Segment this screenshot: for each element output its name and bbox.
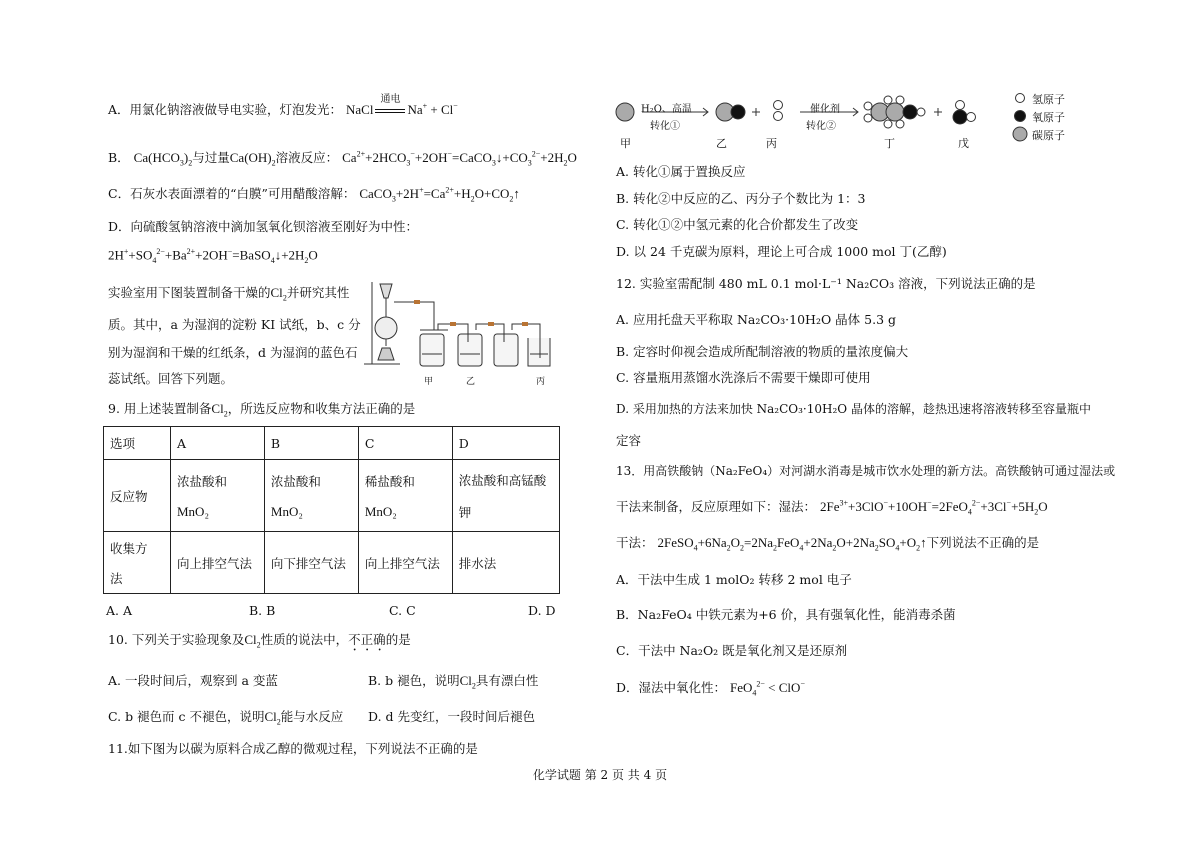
apparatus-label-bing: 丙 [536, 377, 546, 387]
intro-line-2: 质。其中，a 为湿润的淀粉 KI 试纸，b、c 分 [108, 317, 361, 332]
cell-line: 稀盐酸和 [364, 473, 415, 489]
q13-option-a: A．干法中生成 1 molO₂ 转移 2 mol 电子 [616, 572, 852, 587]
cell-line: MnO₂ [364, 503, 397, 519]
table-cell: 反应物 [104, 460, 171, 532]
apparatus-label-yi: 乙 [466, 377, 476, 387]
table-header: A [171, 427, 265, 460]
table-cell: 向上排空气法 [171, 532, 265, 594]
intro-text-1b: 并研究其性 [286, 285, 350, 300]
option-d-text: D．向硫酸氢钠溶液中滴加氢氧化钡溶液至刚好为中性： [108, 219, 419, 234]
apparatus-diagram [360, 272, 560, 387]
q9-option-c: C. C [389, 603, 416, 618]
table-cell [452, 460, 559, 532]
cell-line: 钾 [458, 504, 472, 520]
table-cell [358, 460, 452, 532]
table-header: B [264, 427, 358, 460]
q12-option-d-cont: 定容 [616, 433, 642, 448]
intro-line-1: 实验室用下图装置制备干燥的$Cl_2$并研究其性 [108, 285, 350, 303]
table-header: D [452, 427, 559, 460]
q10-option-c-text2: 能与水反应 [280, 709, 344, 724]
q13-dry-method [616, 533, 1039, 553]
cell-line: 收集方 [110, 540, 148, 556]
molecule-label-wu: 戊 [958, 137, 969, 150]
question-9: 9. 用上述装置制备$Cl_2$，所选反应物和收集方法正确的是 [108, 401, 416, 419]
option-a-line [108, 94, 458, 118]
table-cell [171, 460, 265, 532]
cell-line: MnO₂ [270, 503, 303, 519]
option-a-equation: NaCl 通电 Na+ + Cl− [346, 102, 458, 117]
q9-option-d: D. D [528, 603, 556, 618]
atom-legend-icons [1010, 90, 1032, 144]
option-b-suffix: 溶液反应： [275, 150, 339, 165]
option-b-prefix: B． [108, 150, 130, 165]
q10-option-d: D. d 先变红，一段时间后褪色 [368, 709, 535, 724]
q13-option-d [616, 678, 805, 698]
cell-line: 浓盐酸和 [270, 473, 321, 489]
intro-text-1a: 实验室用下图装置制备干燥的 [108, 285, 271, 300]
molecule-label-ding: 丁 [884, 137, 895, 150]
q12-option-d: D. 采用加热的方法来加快 Na₂CO₃·10H₂O 晶体的溶解，趁热迅速将溶液转移至容量瓶中 [616, 402, 1091, 416]
q10-option-a: A. 一段时间后，观察到 a 变蓝 [108, 673, 278, 688]
molecule-label-jia: 甲 [620, 137, 631, 150]
table-cell: 向上排空气法 [358, 532, 452, 594]
q10-text-b: 性质的说法中， [260, 632, 349, 647]
legend-hydrogen: 氢原子 [1032, 93, 1065, 106]
table-cell [104, 532, 171, 594]
arrow1-label: 转化① [650, 121, 680, 132]
q12-option-c: C. 容量瓶用蒸馏水洗涤后不需要干燥即可使用 [616, 370, 871, 385]
q11-option-d: D. 以 24 千克碳为原料，理论上可合成 1000 mol 丁(乙醇) [616, 244, 947, 259]
cell-line: 浓盐酸和 [177, 473, 228, 489]
q9-option-a: A. A [106, 603, 133, 618]
q9-text-b: ，所选反应物和收集方法正确的是 [227, 401, 416, 416]
legend-oxygen: 氧原子 [1032, 111, 1065, 124]
wet-method-equation: $2Fe^{3+}+3ClO^-+10OH^-=2FeO_4^{2-}+3Cl^-+5H_2O$ [820, 498, 1048, 517]
table-header: C [358, 427, 452, 460]
molecule-label-yi: 乙 [716, 137, 727, 150]
option-b-equation: $Ca^{2+}+2HCO_3^-+2OH^-=CaCO_3↓+CO_3^{2-}+2H_2O$ [342, 149, 577, 168]
option-b-line [108, 148, 577, 168]
q13-option-c: C．干法中 Na₂O₂ 既是氧化剂又是还原剂 [616, 643, 848, 658]
table-row [104, 532, 560, 594]
q10-option-b-text2: 具有漂白性 [475, 673, 539, 688]
q11-option-c: C. 转化①②中氢元素的化合价都发生了改变 [616, 217, 859, 232]
q10-option-b: B. b 褪色，说明$Cl_2$具有漂白性 [368, 673, 539, 691]
q13-dry-text: 干法： [616, 535, 654, 550]
question-12: 12. 实验室需配制 480 mL 0.1 mol·L⁻¹ Na₂CO₃ 溶液，下列说法正确的是 [616, 276, 1036, 291]
option-b-formula2: $Ca(OH)_2$ [229, 150, 276, 168]
option-d-equation: $2H^++SO_4^{2-}+Ba^{2+}+2OH^-=BaSO_4↓+2H_2O$ [108, 247, 318, 265]
question-13: 13．用高铁酸钠（Na₂FeO₄）对河湖水消毒是城市饮水处理的新方法。高铁酸钠可通过湿法或 [616, 464, 1116, 478]
arrow2-condition: 催化剂 [810, 104, 840, 115]
question-10: 10. 下列关于实验现象及$Cl_2$性质的说法中，不正确的是 [108, 632, 411, 650]
arrow1-condition: H₂O、高温 [641, 104, 692, 115]
q11-option-b: B. 转化②中反应的乙、丙分子个数比为 1：3 [616, 191, 866, 206]
table-row [104, 460, 560, 532]
q13-option-d-text: D．湿法中氧化性： [616, 680, 727, 695]
option-c-line [108, 184, 520, 204]
arrow2-label: 转化② [806, 121, 836, 132]
question-11: 11.如下图为以碳为原料合成乙醇的微观过程，下列说法不正确的是 [108, 741, 478, 756]
q10-emphasis: 不正确 [348, 632, 386, 647]
q13-dry-tail: 下列说法不正确的是 [926, 535, 1040, 550]
q13-option-b: B．Na₂FeO₄ 中铁元素为+6 价，具有强氧化性，能消毒杀菌 [616, 607, 956, 622]
table-cell: 排水法 [452, 532, 559, 594]
electrolysis-condition: 通电 [380, 94, 401, 105]
option-b-formula1: $Ca(HCO_3)_2$ [133, 150, 193, 168]
q12-option-b: B. 定容时仰视会造成所配制溶液的物质的量浓度偏大 [616, 344, 909, 359]
q9-text-a: 9. 用上述装置制备 [108, 401, 212, 416]
molecule-label-bing: 丙 [766, 137, 777, 150]
option-d-line [108, 217, 418, 235]
option-c-equation: $CaCO_3+2H^+=Ca^{2+}+H_2O+CO_2↑$ [359, 185, 520, 204]
table-header: 选项 [104, 427, 171, 460]
apparatus-label-jia: 甲 [424, 377, 434, 387]
q10-option-c: C. b 褪色而 c 不褪色，说明$Cl_2$能与水反应 [108, 709, 344, 727]
q10-option-b-text: B. b 褪色，说明 [368, 673, 460, 688]
q13-wet-text: 干法来制备，反应原理如下：湿法： [616, 499, 817, 514]
intro-line-3: 别为湿润和干燥的红纸条，d 为湿润的蓝色石 [108, 345, 358, 360]
option-c-text: C．石灰水表面漂着的“白膜”可用醋酸溶解： [108, 186, 356, 201]
q9-option-b: B. B [249, 603, 276, 618]
q9-table [103, 426, 560, 594]
dry-method-equation: $2FeSO_4+6Na_2O_2=2Na_2FeO_4+2Na_2O+2Na_2SO_4+O_2↑$ [657, 535, 927, 553]
table-cell [264, 460, 358, 532]
q10-option-c-text: C. b 褪色而 c 不褪色，说明 [108, 709, 265, 724]
q11-option-a: A. 转化①属于置换反应 [616, 164, 746, 179]
water-molecule [950, 97, 980, 137]
legend-carbon: 碳原子 [1032, 129, 1065, 142]
intro-line-4: 蕊试纸。回答下列题。 [108, 371, 234, 386]
q10-text-c: 的是 [385, 632, 411, 647]
cell-line: MnO₂ [177, 503, 209, 519]
table-cell: 向下排空气法 [264, 532, 358, 594]
cell-line: 浓盐酸和高锰酸 [458, 472, 547, 488]
q13-wet-method [616, 497, 1048, 517]
q13-option-d-formula: FeO$_4^{2-}$ < ClO− [730, 679, 805, 698]
q10-text-a: 10. 下列关于实验现象及 [108, 632, 245, 647]
option-b-text: 与过量 [192, 150, 230, 165]
option-a-text: A．用氯化钠溶液做导电实验，灯泡发光： [108, 102, 343, 117]
table-header-row [104, 427, 560, 460]
page-footer: 化学试题 第 2 页 共 4 页 [532, 768, 668, 782]
cell-line: 法 [110, 570, 123, 586]
q12-option-a: A. 应用托盘天平称取 Na₂CO₃·10H₂O 晶体 5.3 g [616, 312, 897, 327]
